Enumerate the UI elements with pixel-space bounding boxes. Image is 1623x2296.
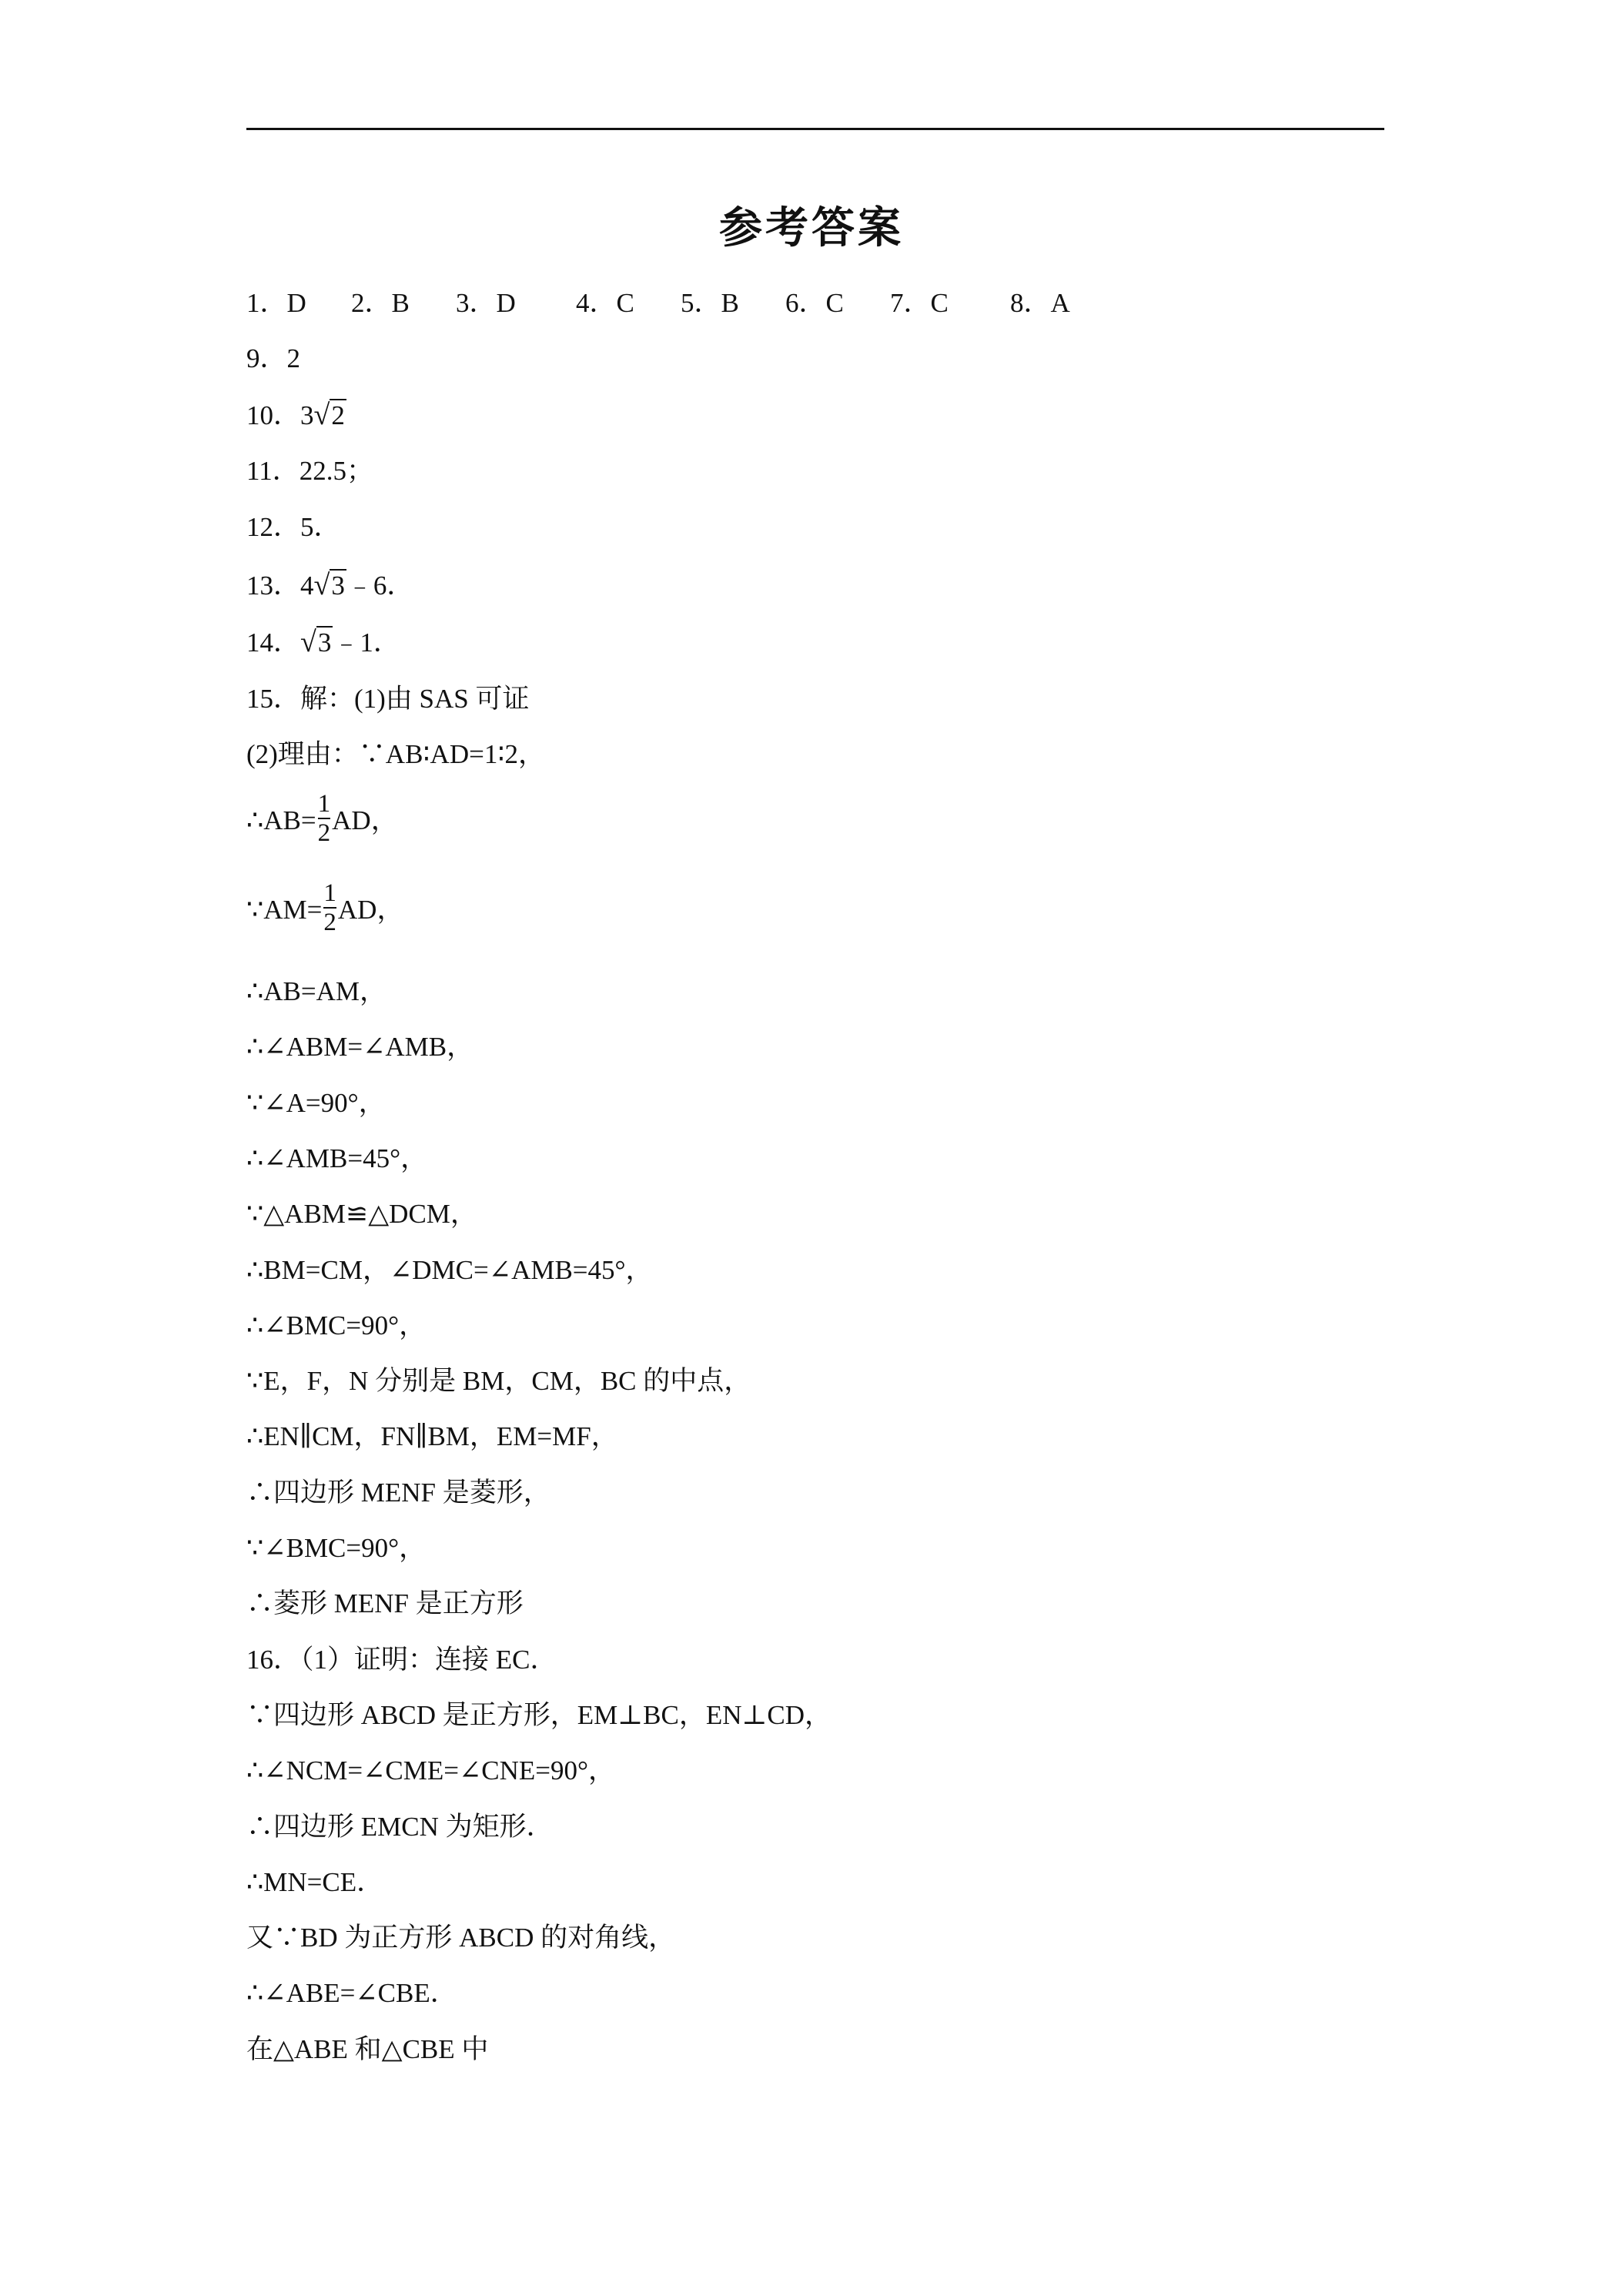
denominator: 2 [317,819,331,847]
proof-line: 又∵BD 为正方形 ABCD 的对角线， [246,1923,676,1953]
proof-line: ∴∠AMB=45°， [246,1143,428,1173]
fraction [323,879,336,936]
answer-8: 8．A [1010,288,1070,318]
q15-line-1: 15．解：(1)由 SAS 可证 [246,684,530,714]
fraction-line-1-suffix: AD， [332,805,398,836]
proof-line: 在△ABE 和△CBE 中 [246,2034,489,2064]
denominator: 2 [323,909,336,936]
answer-13-suffix: ﹣6． [346,571,414,601]
sqrt-expression: √2 [313,399,345,431]
answer-10-prefix: 10．3 [246,400,314,430]
fraction-line-1 [246,790,398,852]
proof-line: ∴BM=CM，∠DMC=∠AMB=45°， [246,1255,653,1285]
fraction-line-2 [246,879,404,941]
sqrt-expression: √3 [313,569,345,601]
answer-7: 7．C [890,288,949,318]
proof-line: ∴EN∥CM，FN∥BM，EM=MF， [246,1421,618,1451]
answer-2: 2．B [351,288,410,318]
fraction-line-2-prefix: ∵AM= [246,895,323,925]
answer-10 [246,398,346,433]
answer-1: 1．D [246,288,306,318]
radicand: 2 [331,400,345,430]
answer-13 [246,568,413,603]
proof-line: ∴∠BMC=90°， [246,1310,427,1340]
sqrt-expression: √3 [300,626,332,658]
radicand: 3 [331,571,345,601]
header-rule [246,128,1384,130]
fraction-line-2-suffix: AD， [337,895,404,925]
answer-6: 6．C [785,288,844,318]
proof-line: ∴∠ABE=∠CBE． [246,1978,457,2008]
proof-line: 16．（1）证明：连接 EC． [246,1645,557,1675]
answer-3: 3．D [456,288,516,318]
answer-5: 5．B [681,288,739,318]
proof-line: ∴MN=CE． [246,1867,384,1897]
proof-line: ∵E，F，N 分别是 BM，CM，BC 的中点， [246,1366,751,1396]
page-title: 参考答案 [719,203,904,253]
proof-line: ∵△ABM≌△DCM， [246,1199,477,1229]
numerator: 1 [317,790,331,818]
proof-line: ∴∠ABM=∠AMB， [246,1032,474,1062]
fraction [318,790,331,847]
q15-line-2: (2)理由：∵AB∶AD=1∶2， [246,739,545,769]
mc-answers [246,286,1070,320]
proof-line: ∴∠NCM=∠CME=∠CNE=90°， [246,1755,616,1786]
numerator: 1 [323,879,336,907]
proof-line: ∵∠BMC=90°， [246,1533,427,1563]
proof-line: ∴四边形 MENF 是菱形， [246,1478,550,1508]
proof-line: ∴四边形 EMCN 为矩形． [246,1812,554,1842]
answer-11: 11．22.5； [246,456,373,486]
proof-line: ∴菱形 MENF 是正方形 [246,1588,524,1618]
proof-line: ∵四边形 ABCD 是正方形，EM⊥BC，EN⊥CD， [246,1700,832,1730]
proof-line: ∴AB=AM， [246,976,387,1006]
answer-9: 9．2 [246,343,301,373]
answer-14 [246,625,400,660]
answer-13-prefix: 13．4 [246,571,314,601]
answer-14-prefix: 14． [246,628,301,658]
proof-line: ∵∠A=90°， [246,1088,386,1118]
answer-4: 4．C [576,288,634,318]
fraction-line-1-prefix: ∴AB= [246,805,316,836]
radicand: 3 [317,628,332,658]
answer-12: 12．5． [246,512,341,542]
answer-14-suffix: ﹣1． [333,628,400,658]
